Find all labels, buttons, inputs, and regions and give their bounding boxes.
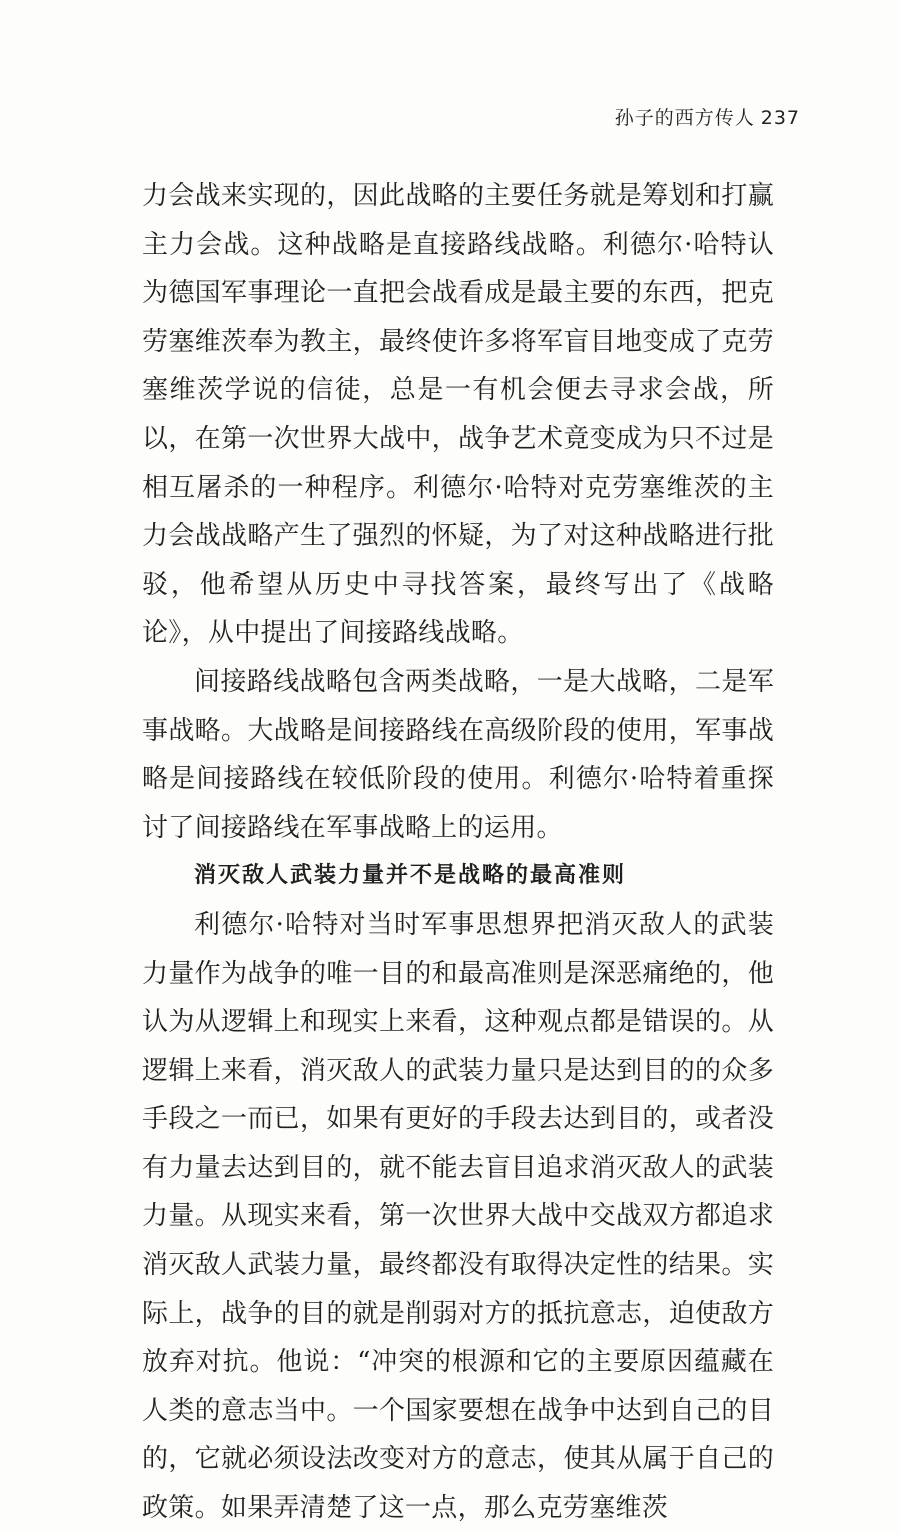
paragraph-indirect-approach: 间接路线战略包含两类战略，一是大战略，二是军事战略。大战略是间接路线在高级阶段的使用，军事战略是间接路线在较低阶段的使用。利德尔·哈特着重探讨了间接路线在军事战略上的运用。 bbox=[142, 666, 774, 843]
page-number: 237 bbox=[760, 107, 800, 129]
section-paragraph: 利德尔·哈特对当时军事思想界把消灭敌人的武装力量作为战争的唯一目的和最高准则是深恶痛绝的，他认为从逻辑上和现实上来看，这种观点都是错误的。从逻辑上来看，消灭敌人的武装力量只是达到目的的众多手段之一而已，如果有更好的手段去达到目的，或者没有力量去达到目的，就不能去盲目追求消灭敌人的武装力量。从现实来看，第一次世界大战中交战双方都追求消灭敌人武装力量，最终都没有取得决定性的结果。实际上，战争的目的就是削弱对方的抵抗意志，迫使敌方放弃对抗。他说：“冲突的根源和它的主要原因蕴藏在人类的意志当中。一个国家要想在战争中达到自己的目的，它就必须设法改变对方的意志，使其从属于自己的政策。如果弄清楚了这一点，那么克劳塞维茨 bbox=[142, 909, 774, 1524]
header-title: 孙子的西方传人 bbox=[614, 107, 755, 129]
paragraph-continued: 力会战来实现的，因此战略的主要任务就是筹划和打赢主力会战。这种战略是直接路线战略。利德尔·哈特认为德国军事理论一直把会战看成是最主要的东西，把克劳塞维茨奉为教主，最终使许多将军盲目地变成了克劳塞维茨学说的信徒，总是一有机会便去寻求会战，所以，在第一次世界大战中，战争艺术竟变成为只不过是相互屠杀的一种程序。利德尔·哈特对克劳塞维茨的主力会战战略产生了强烈的怀疑，为了对这种战略进行批驳，他希望从历史中寻找答案，最终写出了《战略论》，从中提出了间接路线战略。 bbox=[142, 181, 774, 649]
running-header bbox=[615, 103, 800, 130]
section-heading: 消灭敌人武装力量并不是战略的最高准则 bbox=[194, 863, 627, 889]
page-body bbox=[142, 172, 774, 1533]
